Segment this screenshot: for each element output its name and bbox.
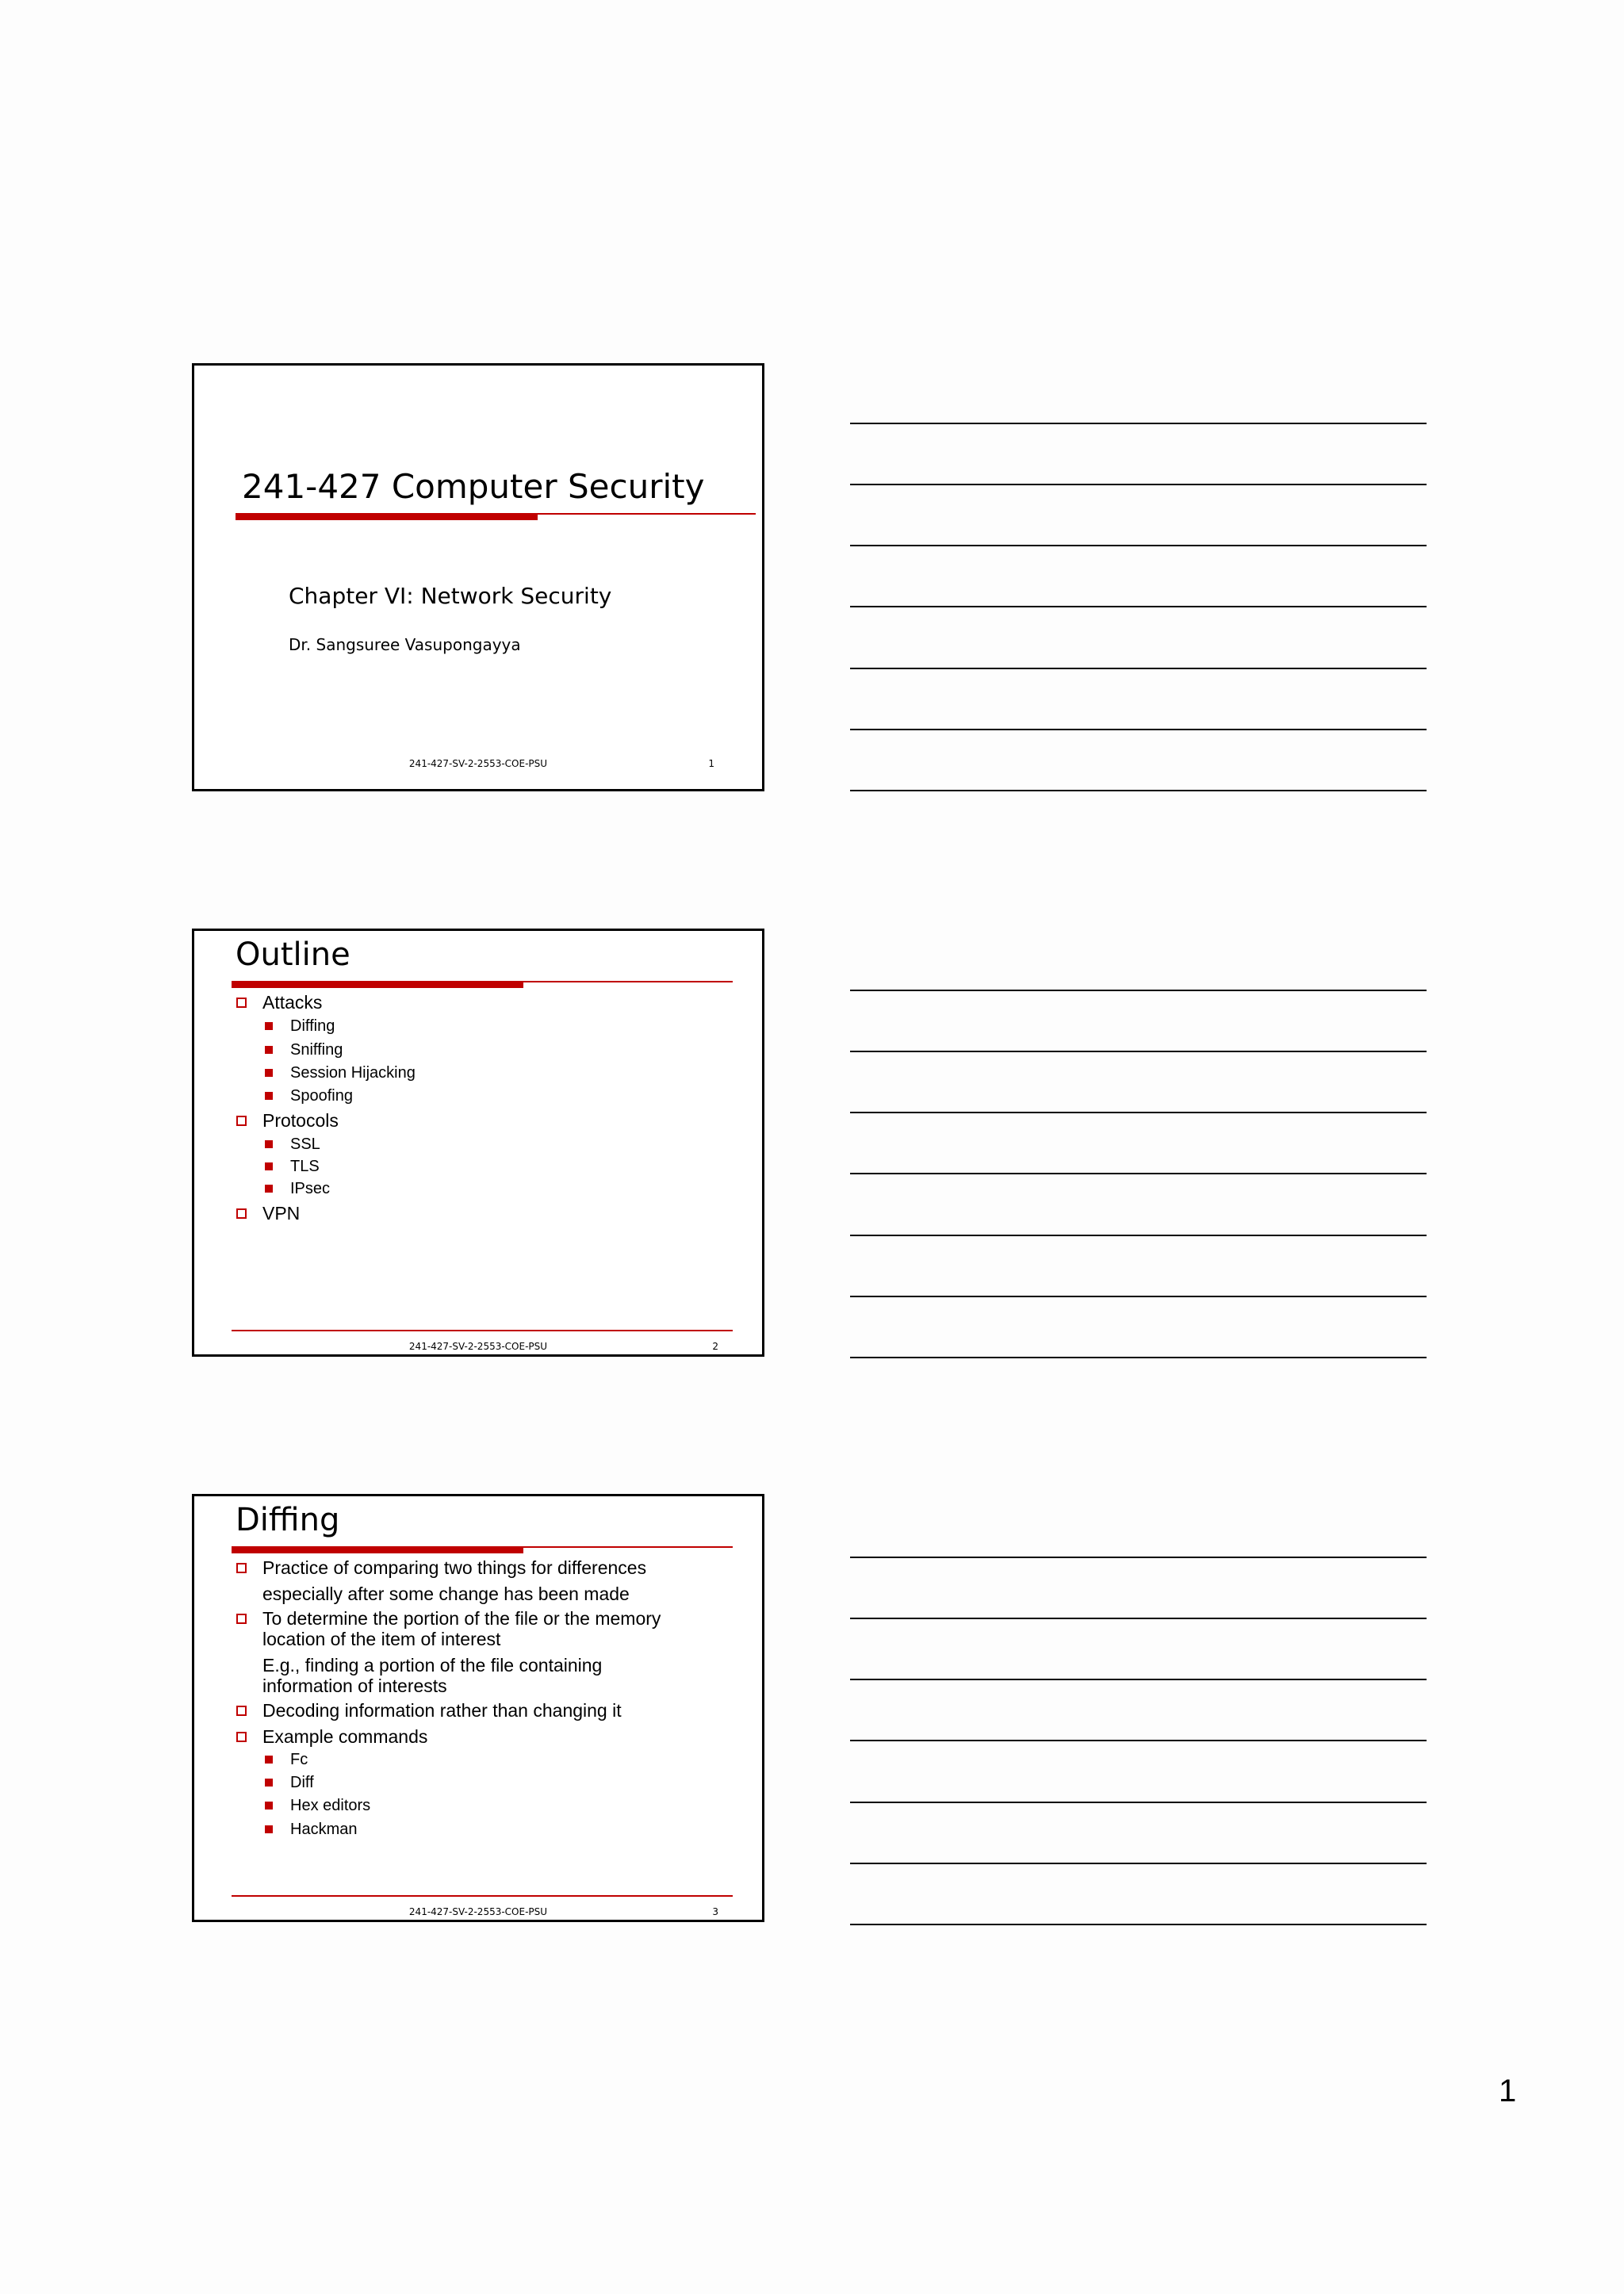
- list-item-label: To determine the portion of the file or the memory: [262, 1608, 661, 1629]
- slide-title: Outline: [236, 936, 350, 973]
- note-line: [850, 423, 1427, 424]
- list-item-continuation: information of interests: [262, 1676, 447, 1696]
- slide-1: [192, 363, 764, 791]
- list-item-label: Practice of comparing two things for differences: [262, 1557, 647, 1578]
- bullet-box-icon: [236, 998, 247, 1008]
- note-line: [850, 1051, 1427, 1052]
- sub-list-item-label: TLS: [290, 1158, 320, 1175]
- note-line: [850, 1296, 1427, 1297]
- note-line: [850, 1863, 1427, 1864]
- bullet-square-icon: [265, 1185, 273, 1193]
- note-line: [850, 1357, 1427, 1358]
- list-item-label: VPN: [262, 1203, 301, 1224]
- list-item: [262, 1110, 339, 1131]
- note-line: [850, 990, 1427, 991]
- list-item: [262, 992, 322, 1013]
- sub-list-item: [290, 1135, 320, 1154]
- note-line: [850, 1679, 1427, 1680]
- bullet-box-icon: [236, 1563, 247, 1573]
- sub-list-item-label: Fc: [290, 1751, 308, 1768]
- list-item-label: Example commands: [262, 1726, 428, 1747]
- slide-number: 2: [712, 1341, 718, 1352]
- note-line: [850, 668, 1427, 669]
- list-item-continuation: location of the item of interest: [262, 1629, 501, 1649]
- bullet-square-icon: [265, 1092, 273, 1100]
- sub-list-item-label: Spoofing: [290, 1087, 353, 1105]
- sub-list-item: [290, 1063, 416, 1082]
- note-line: [850, 1557, 1427, 1558]
- slide-footer: 241-427-SV-2-2553-COE-PSU: [408, 1906, 548, 1917]
- bullet-square-icon: [265, 1069, 273, 1077]
- note-line: [850, 545, 1427, 546]
- sub-list-item-label: Sniffing: [290, 1041, 343, 1059]
- sub-list-item: [290, 1086, 353, 1105]
- list-item: [262, 1203, 300, 1224]
- sub-list-item: [290, 1179, 330, 1198]
- note-line: [850, 1618, 1427, 1619]
- slide-footer: 241-427-SV-2-2553-COE-PSU: [408, 1341, 548, 1352]
- bullet-square-icon: [265, 1140, 273, 1148]
- sub-list-item: [290, 1773, 314, 1792]
- slide-2: [192, 929, 764, 1357]
- bullet-square-icon: [265, 1802, 273, 1810]
- slide-author: Dr. Sangsuree Vasupongayya: [289, 635, 521, 654]
- title-underline-accent: [232, 982, 523, 988]
- bullet-square-icon: [265, 1825, 273, 1833]
- slide-title: 241-427 Computer Security: [242, 467, 705, 506]
- list-item: [262, 1700, 622, 1721]
- note-line: [850, 1112, 1427, 1113]
- title-underline-accent: [236, 514, 538, 520]
- slide-number: 1: [708, 758, 714, 769]
- list-item-label: Attacks: [262, 992, 323, 1013]
- list-item: [262, 1726, 427, 1747]
- slide-subtitle: Chapter VI: Network Security: [289, 583, 612, 609]
- sub-list-item: [290, 1820, 357, 1839]
- sub-list-item: [290, 1040, 343, 1059]
- bullet-box-icon: [236, 1614, 247, 1624]
- list-item-continuation: E.g., finding a portion of the file containing: [262, 1655, 603, 1676]
- sub-list-item: [290, 1157, 320, 1176]
- sub-list-item-label: SSL: [290, 1136, 320, 1153]
- page-number: 1: [1499, 2074, 1517, 2108]
- sub-list-item-label: Hex editors: [290, 1797, 371, 1814]
- list-item-label: Protocols: [262, 1110, 339, 1131]
- slide-title: Diffing: [236, 1502, 340, 1538]
- bullet-square-icon: [265, 1756, 273, 1764]
- note-line: [850, 1740, 1427, 1741]
- list-item-continuation: especially after some change has been made: [262, 1584, 630, 1604]
- bullet-box-icon: [236, 1706, 247, 1716]
- list-item: [262, 1557, 646, 1578]
- slide-footer: 241-427-SV-2-2553-COE-PSU: [408, 758, 548, 769]
- list-item-label: Decoding information rather than changing it: [262, 1700, 622, 1721]
- bullet-square-icon: [265, 1046, 273, 1054]
- sub-list-item-label: Diffing: [290, 1017, 335, 1035]
- footer-rule: [232, 1895, 733, 1897]
- note-line: [850, 1802, 1427, 1803]
- sub-list-item: [290, 1796, 370, 1815]
- slide-3: [192, 1494, 764, 1922]
- note-line: [850, 790, 1427, 791]
- title-underline-accent: [232, 1547, 523, 1553]
- list-item: [262, 1608, 661, 1629]
- sub-list-item-label: Diff: [290, 1774, 314, 1791]
- note-line: [850, 606, 1427, 607]
- sub-list-item-label: Hackman: [290, 1821, 358, 1838]
- note-line: [850, 729, 1427, 730]
- note-line: [850, 1235, 1427, 1236]
- bullet-square-icon: [265, 1162, 273, 1170]
- bullet-square-icon: [265, 1022, 273, 1030]
- sub-list-item: [290, 1750, 308, 1769]
- sub-list-item: [290, 1017, 335, 1036]
- bullet-square-icon: [265, 1779, 273, 1787]
- note-line: [850, 484, 1427, 485]
- bullet-box-icon: [236, 1208, 247, 1219]
- sub-list-item-label: Session Hijacking: [290, 1064, 416, 1082]
- note-line: [850, 1924, 1427, 1925]
- bullet-box-icon: [236, 1116, 247, 1126]
- bullet-box-icon: [236, 1732, 247, 1742]
- sub-list-item-label: IPsec: [290, 1180, 331, 1197]
- slide-number: 3: [712, 1906, 718, 1917]
- footer-rule: [232, 1330, 733, 1331]
- note-line: [850, 1173, 1427, 1174]
